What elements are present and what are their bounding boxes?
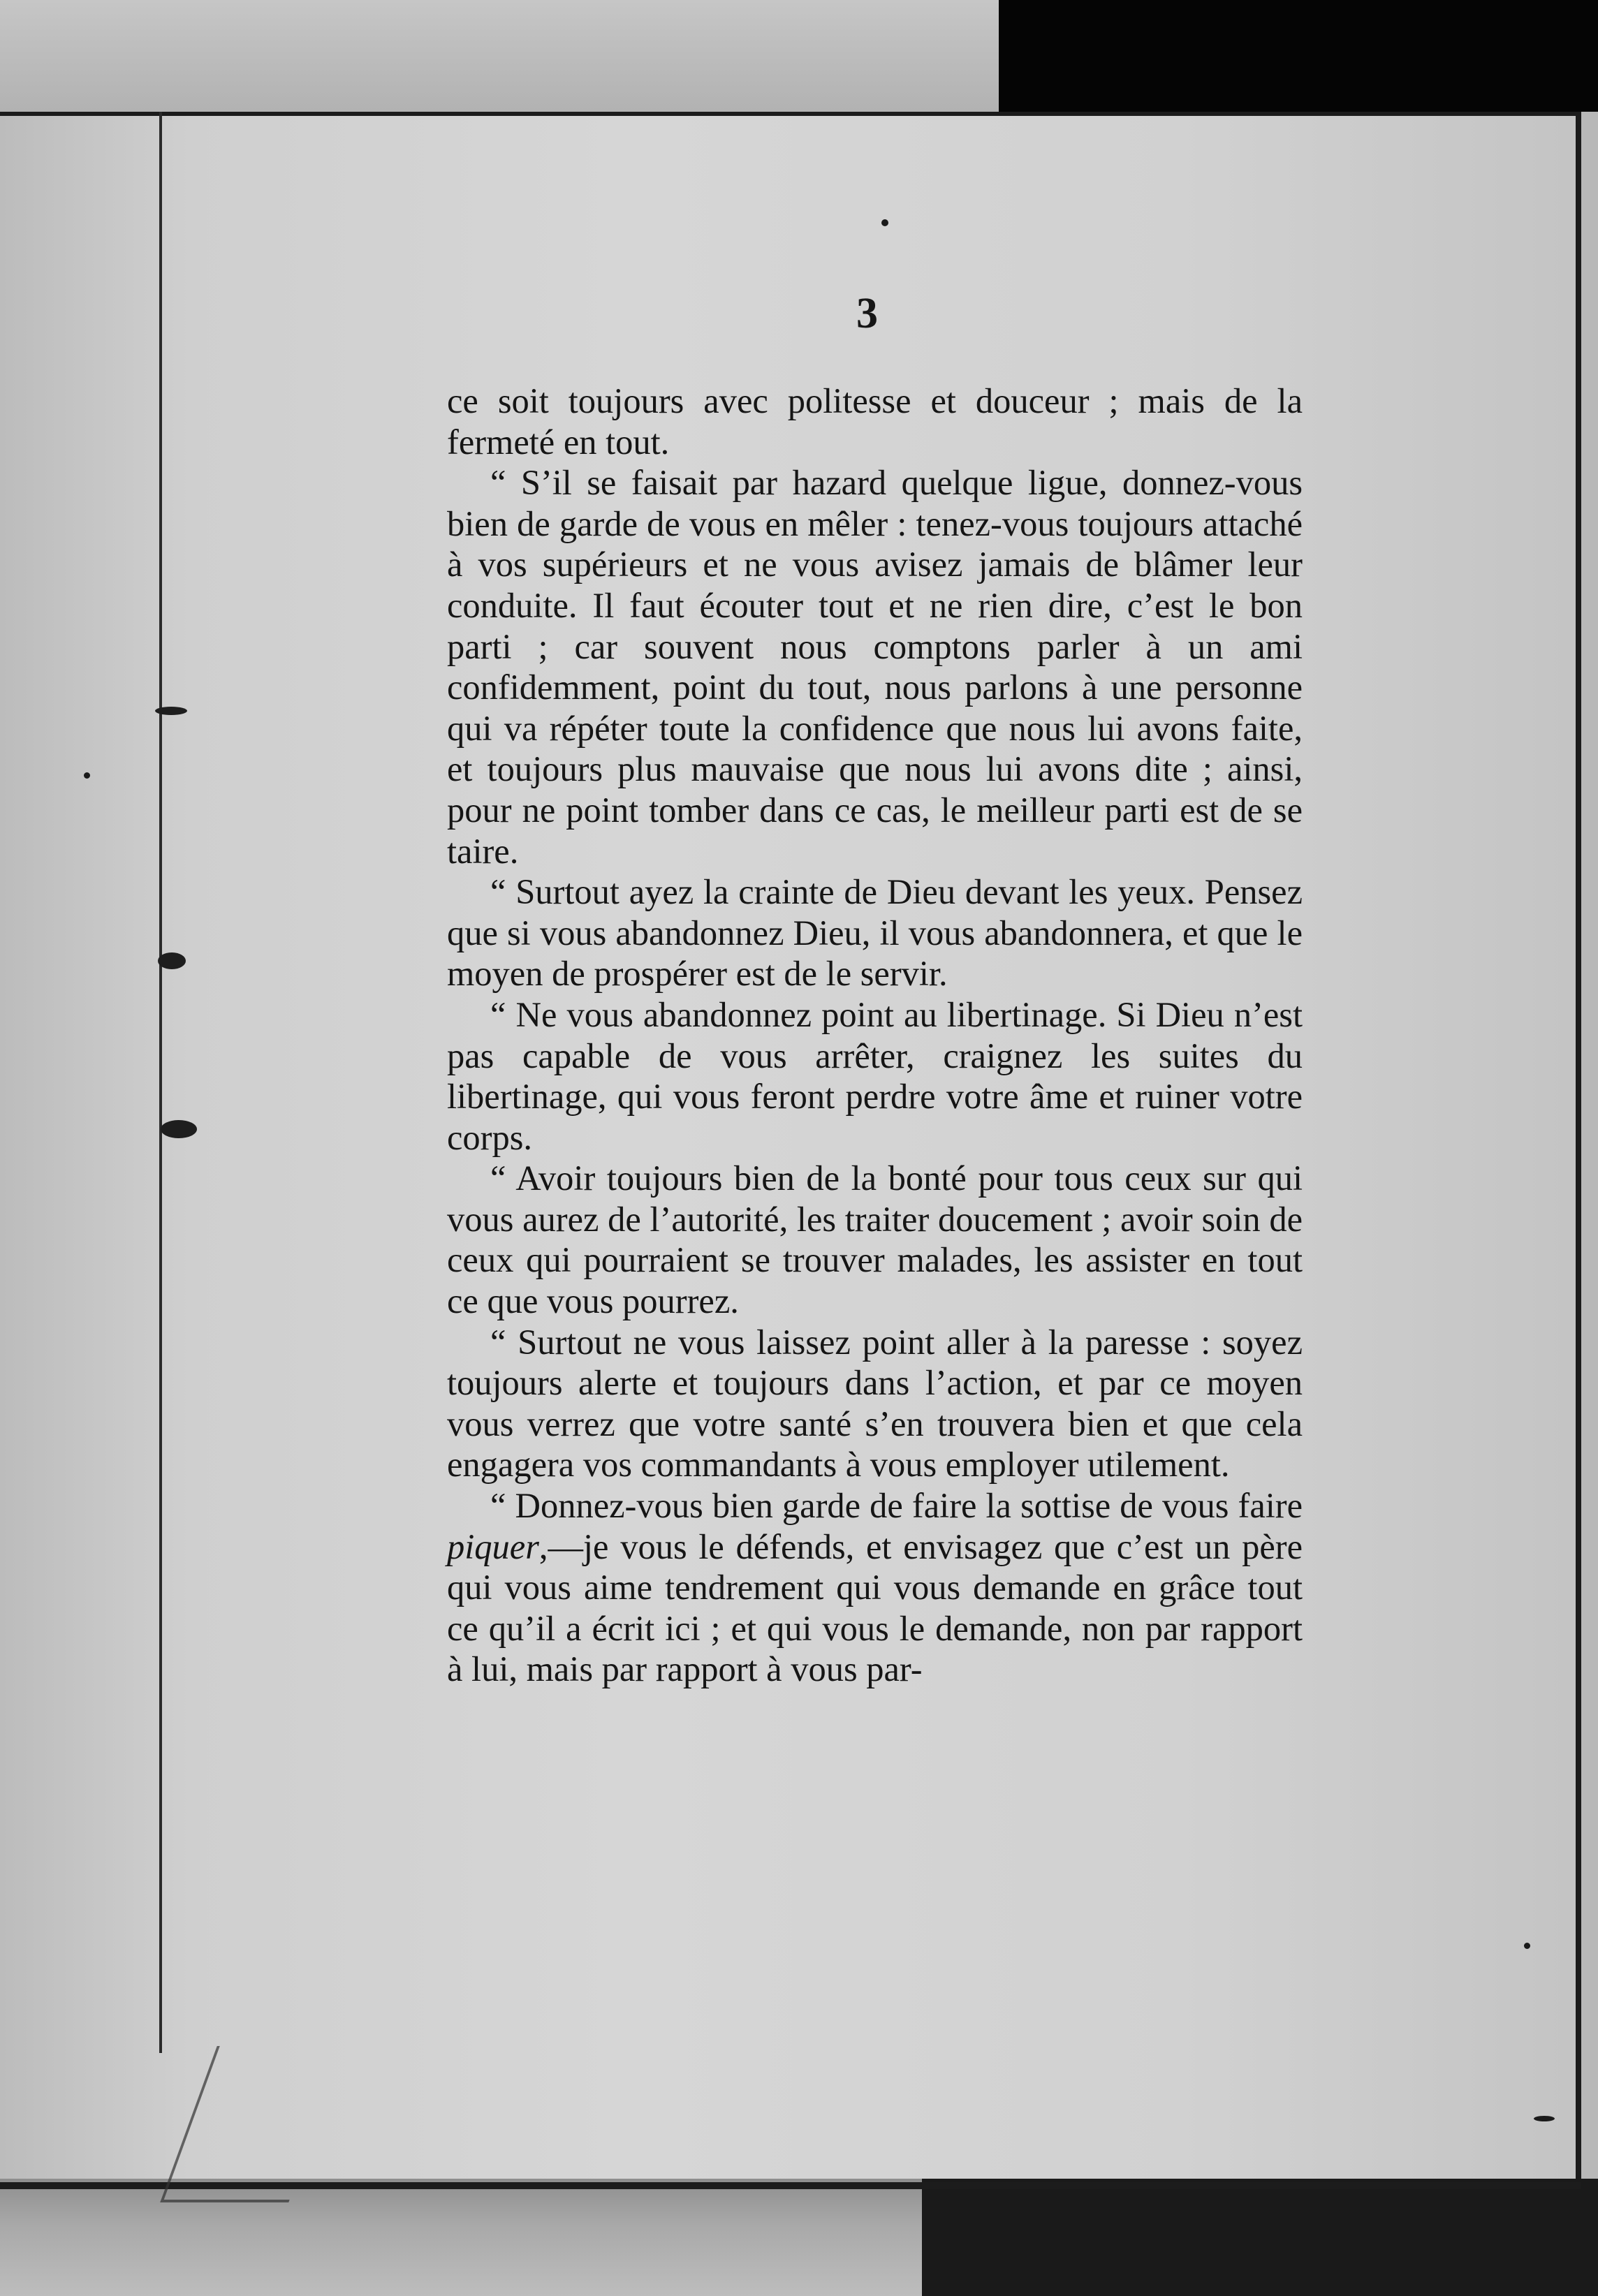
scan-border (999, 0, 1598, 112)
speck (1524, 1943, 1530, 1949)
paragraph: “ Surtout ayez la crainte de Dieu devant les yeux. Pensez que si vous abandonnez Dieu, il vous abandonnera, et que le moyen de prospérer est de le servir. (447, 872, 1303, 994)
body-text (447, 381, 1303, 1690)
stitch-knot (155, 707, 187, 715)
page-number: 3 (856, 290, 878, 337)
paragraph-last (447, 1485, 1303, 1690)
paragraph-text: “ Donnez-vous bien garde de faire la sottise de vous faire (490, 1486, 1303, 1526)
paragraph: “ Ne vous abandonnez point au libertinage. Si Dieu n’est pas capable de vous arrêter, craignez les suites du libertinage, qui vous feront perdre votre âme et ruiner votre corps. (447, 994, 1303, 1157)
paragraph: “ Avoir toujours bien de la bonté pour tous ceux sur qui vous aurez de l’autorité, les traiter doucement ; avoir soin de ceux qui pourraient se trouver malades, les assister en tout ce que vous pourrez. (447, 1158, 1303, 1321)
paragraph: “ Surtout ne vous laissez point aller à la paresse : soyez toujours alerte et toujours dans l’action, et par ce moyen vous verrez que votre santé s’en trouvera bien et que cela engagera vos commandants à vous employer utilement. (447, 1322, 1303, 1485)
stitch-knot (161, 1120, 197, 1138)
scan-border-bottom (922, 2179, 1598, 2296)
paragraph: “ S’il se faisait par hazard quelque ligue, donnez-vous bien de garde de vous en mêler : tenez-vous toujours attaché à vos supérieurs et ne vous avisez jamais de blâmer leur conduite. Il faut écouter tout et ne rien dire, c’est le bon parti ; car souvent nous comptons parler à un ami confidemment, point du tout, nous parlons à une personne qui va répéter toute la confidence que nous lui avons faite, et toujours plus mauvaise que nous lui avons dite ; ainsi, pour ne point tomber dans ce cas, le meilleur parti est de se taire. (447, 463, 1303, 871)
paragraph-text: ,—je vous le défends, et envisagez que c’est un père qui vous aime tendrement qui vous demande en grâce tout ce qu’il a écrit ici ; et qui vous le demande, non par rapport à lui, mais par rapport à vous par- (447, 1526, 1303, 1689)
speck (84, 772, 90, 779)
speck (881, 219, 888, 226)
scan-backing (0, 0, 999, 112)
stitch-knot (158, 952, 186, 969)
speck (1534, 2116, 1555, 2121)
paragraph: ce soit toujours avec politesse et douceur ; mais de la fermeté en tout. (447, 381, 1303, 462)
italic-word: piquer (447, 1526, 539, 1566)
binding-stitch-line (159, 112, 162, 2053)
